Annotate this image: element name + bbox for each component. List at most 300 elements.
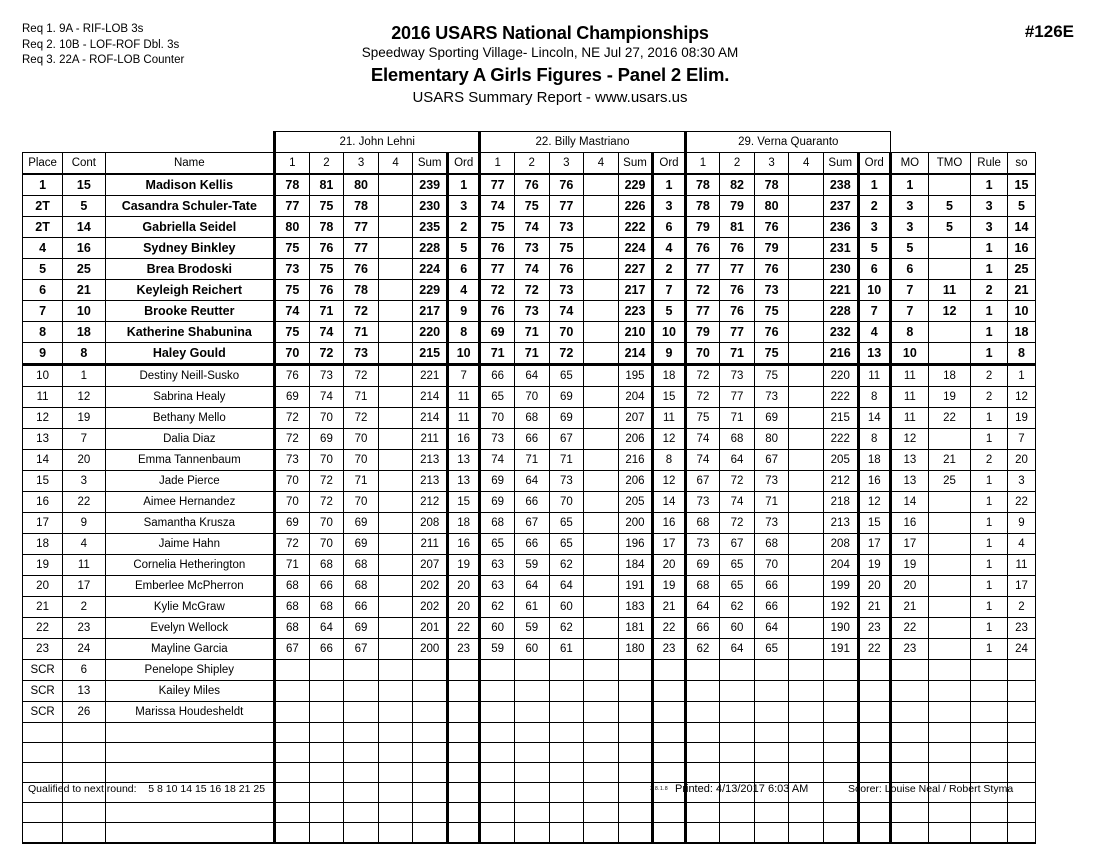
cell-contestant-number: 17 [63, 576, 105, 597]
cell-skater-name: Keyleigh Reichert [105, 280, 275, 301]
cell-contestant-number: 22 [63, 492, 105, 513]
cell-panel1-ord [447, 723, 479, 743]
cell-panel1-judge3: 80 [344, 174, 379, 196]
cell-panel3-judge4 [789, 280, 824, 301]
cell-panel1-judge3 [344, 681, 379, 702]
cell-panel3-sum: 220 [823, 365, 858, 387]
cell-panel1-judge2: 73 [309, 365, 344, 387]
cell-panel3-ord: 13 [858, 343, 890, 365]
cell-panel2-judge2: 70 [514, 387, 549, 408]
cell-panel3-judge4 [789, 196, 824, 217]
table-row[interactable] [23, 387, 1036, 408]
cell-panel1-judge3: 67 [344, 639, 379, 660]
cell-tmo [928, 681, 970, 702]
col-header-p3-ord: Ord [858, 153, 890, 175]
cell-panel3-judge3: 79 [754, 238, 789, 259]
cell-panel3-judge3: 75 [754, 343, 789, 365]
cell-panel2-judge4 [584, 660, 619, 681]
cell-panel2-sum [618, 660, 653, 681]
cell-skater-name: Bethany Mello [105, 408, 275, 429]
cell-panel1-judge2: 72 [309, 492, 344, 513]
table-row[interactable] [23, 823, 1036, 843]
cell-so [1008, 702, 1036, 723]
cell-panel2-sum: 195 [618, 365, 653, 387]
cell-panel2-judge2 [514, 743, 549, 763]
cell-panel3-judge1: 78 [685, 196, 720, 217]
cell-panel3-ord: 14 [858, 408, 890, 429]
cell-panel3-judge4 [789, 450, 824, 471]
cell-mo: 7 [890, 301, 928, 322]
cell-panel3-judge1: 66 [685, 618, 720, 639]
cell-panel3-sum [823, 702, 858, 723]
cell-panel1-judge3: 68 [344, 576, 379, 597]
cell-panel1-sum [413, 702, 448, 723]
table-row[interactable] [23, 763, 1036, 783]
cell-contestant-number: 16 [63, 238, 105, 259]
cell-panel1-judge4 [378, 723, 413, 743]
requirement-item: Req 3. 22A - ROF-LOB Counter [22, 54, 185, 66]
cell-panel3-sum: 190 [823, 618, 858, 639]
table-row[interactable] [23, 576, 1036, 597]
cell-panel2-judge1: 69 [480, 471, 515, 492]
cell-panel1-judge2: 75 [309, 259, 344, 280]
cell-skater-name: Gabriella Seidel [105, 217, 275, 238]
cell-panel3-ord: 4 [858, 322, 890, 343]
cell-contestant-number: 4 [63, 534, 105, 555]
table-row[interactable] [23, 702, 1036, 723]
table-row[interactable] [23, 174, 1036, 196]
cell-panel2-sum: 181 [618, 618, 653, 639]
cell-panel1-judge4 [378, 408, 413, 429]
cell-panel3-sum [823, 763, 858, 783]
table-row[interactable] [23, 681, 1036, 702]
scorer-credit: Scorer: Louise Neal / Robert Styma [848, 783, 1014, 795]
cell-panel1-judge2: 66 [309, 639, 344, 660]
table-row[interactable] [23, 259, 1036, 280]
cell-rule: 1 [971, 343, 1008, 365]
cell-tmo [928, 823, 970, 843]
cell-panel1-judge1 [275, 702, 310, 723]
cell-panel1-judge1: 69 [275, 513, 310, 534]
cell-panel2-judge1: 77 [480, 259, 515, 280]
cell-panel3-sum: 204 [823, 555, 858, 576]
cell-panel2-judge1: 63 [480, 555, 515, 576]
cell-panel1-judge3: 77 [344, 238, 379, 259]
cell-panel1-judge3: 70 [344, 492, 379, 513]
cell-panel2-judge1 [480, 763, 515, 783]
cell-panel2-judge4 [584, 408, 619, 429]
cell-so: 23 [1008, 618, 1036, 639]
cell-panel2-judge4 [584, 387, 619, 408]
cell-contestant-number: 19 [63, 408, 105, 429]
cell-panel1-sum: 202 [413, 597, 448, 618]
cell-panel2-judge1: 71 [480, 343, 515, 365]
cell-panel2-judge3: 73 [549, 280, 584, 301]
cell-panel2-judge3: 65 [549, 365, 584, 387]
cell-panel2-judge4 [584, 555, 619, 576]
cell-mo: 17 [890, 534, 928, 555]
cell-panel1-judge1: 76 [275, 365, 310, 387]
cell-panel3-judge1: 77 [685, 259, 720, 280]
cell-panel3-judge1: 70 [685, 343, 720, 365]
cell-contestant-number: 24 [63, 639, 105, 660]
cell-tmo: 11 [928, 280, 970, 301]
cell-panel3-ord [858, 743, 890, 763]
cell-skater-name: Sabrina Healy [105, 387, 275, 408]
cell-panel1-judge2: 68 [309, 597, 344, 618]
cell-panel3-judge3: 73 [754, 471, 789, 492]
cell-panel3-judge4 [789, 429, 824, 450]
cell-panel2-sum [618, 702, 653, 723]
cell-panel1-sum: 214 [413, 408, 448, 429]
cell-panel2-judge1: 75 [480, 217, 515, 238]
report-subtitle: USARS Summary Report - www.usars.us [412, 89, 688, 106]
col-header-p1-j4: 4 [378, 153, 413, 175]
cell-panel3-judge4 [789, 763, 824, 783]
cell-mo: 21 [890, 597, 928, 618]
cell-panel3-ord: 20 [858, 576, 890, 597]
cell-panel1-judge4 [378, 343, 413, 365]
cell-panel1-judge3: 70 [344, 450, 379, 471]
cell-panel1-sum [413, 660, 448, 681]
cell-panel1-judge1: 70 [275, 343, 310, 365]
cell-so: 25 [1008, 259, 1036, 280]
cell-panel2-judge4 [584, 301, 619, 322]
cell-panel3-ord: 2 [858, 196, 890, 217]
cell-panel2-ord [653, 681, 685, 702]
cell-skater-name: Evelyn Wellock [105, 618, 275, 639]
cell-panel3-sum: 205 [823, 450, 858, 471]
col-header-p3-sum: Sum [823, 153, 858, 175]
cell-panel3-judge4 [789, 301, 824, 322]
cell-panel3-judge1: 68 [685, 513, 720, 534]
cell-panel1-judge1 [275, 743, 310, 763]
cell-contestant-number [63, 823, 105, 843]
cell-so [1008, 681, 1036, 702]
cell-panel1-judge2 [309, 681, 344, 702]
table-row[interactable] [23, 217, 1036, 238]
table-row[interactable] [23, 492, 1036, 513]
table-row[interactable] [23, 450, 1036, 471]
cell-mo: 6 [890, 259, 928, 280]
cell-mo [890, 763, 928, 783]
cell-panel1-judge2: 74 [309, 387, 344, 408]
cell-panel1-judge4 [378, 660, 413, 681]
cell-panel2-sum [618, 823, 653, 843]
cell-rule: 1 [971, 322, 1008, 343]
requirement-item: Req 1. 9A - RIF-LOB 3s [22, 23, 144, 35]
cell-panel3-judge2: 79 [720, 196, 755, 217]
cell-rule: 2 [971, 280, 1008, 301]
cell-panel3-sum: 237 [823, 196, 858, 217]
table-row[interactable] [23, 660, 1036, 681]
cell-panel1-judge3 [344, 743, 379, 763]
cell-panel1-judge1: 70 [275, 492, 310, 513]
cell-panel3-ord: 23 [858, 618, 890, 639]
cell-tmo [928, 238, 970, 259]
cell-panel3-judge4 [789, 576, 824, 597]
cell-panel2-judge4 [584, 343, 619, 365]
cell-panel2-judge3: 73 [549, 217, 584, 238]
cell-panel1-judge1: 72 [275, 408, 310, 429]
results-rows [23, 174, 1036, 843]
report-footer [0, 783, 1100, 807]
cell-panel2-judge4 [584, 238, 619, 259]
cell-panel2-sum: 229 [618, 174, 653, 196]
cell-so: 4 [1008, 534, 1036, 555]
cell-panel1-sum: 239 [413, 174, 448, 196]
results-table [22, 131, 1036, 844]
cell-tmo: 5 [928, 217, 970, 238]
table-row[interactable] [23, 618, 1036, 639]
cell-panel3-judge3: 73 [754, 513, 789, 534]
table-row[interactable] [23, 723, 1036, 743]
cell-panel1-judge2: 64 [309, 618, 344, 639]
cell-panel2-judge2 [514, 823, 549, 843]
cell-panel2-ord [653, 660, 685, 681]
cell-panel3-judge2: 76 [720, 301, 755, 322]
cell-panel2-judge1: 69 [480, 492, 515, 513]
requirement-item: Req 2. 10B - LOF-ROF Dbl. 3s [22, 38, 180, 51]
cell-panel1-judge1: 73 [275, 450, 310, 471]
cell-panel3-sum [823, 743, 858, 763]
cell-panel2-judge1 [480, 823, 515, 843]
cell-panel3-judge4 [789, 259, 824, 280]
cell-panel2-ord: 17 [653, 534, 685, 555]
cell-panel3-judge1: 72 [685, 280, 720, 301]
cell-tmo: 25 [928, 471, 970, 492]
cell-panel2-judge3: 62 [549, 618, 584, 639]
cell-panel2-ord: 10 [653, 322, 685, 343]
cell-panel3-ord: 19 [858, 555, 890, 576]
cell-panel2-judge4 [584, 365, 619, 387]
cell-panel1-judge4 [378, 196, 413, 217]
cell-panel2-judge4 [584, 471, 619, 492]
col-header-place: Place [23, 153, 63, 175]
cell-panel2-judge2: 66 [514, 492, 549, 513]
cell-panel1-judge3: 71 [344, 471, 379, 492]
cell-panel3-judge3 [754, 723, 789, 743]
cell-panel1-ord: 6 [447, 259, 479, 280]
cell-panel2-judge3 [549, 723, 584, 743]
cell-panel2-judge3: 69 [549, 408, 584, 429]
table-row[interactable] [23, 743, 1036, 763]
championship-title: 2016 USARS National Championships [391, 23, 709, 43]
cell-place [23, 763, 63, 783]
cell-panel3-judge3 [754, 763, 789, 783]
cell-panel3-judge4 [789, 618, 824, 639]
cell-so: 2 [1008, 597, 1036, 618]
table-row[interactable] [23, 238, 1036, 259]
cell-panel3-judge3: 80 [754, 196, 789, 217]
cell-panel1-judge2: 74 [309, 322, 344, 343]
cell-panel1-sum [413, 723, 448, 743]
cell-panel3-judge2: 60 [720, 618, 755, 639]
cell-mo [890, 681, 928, 702]
cell-place: 20 [23, 576, 63, 597]
col-header-p2-j4: 4 [584, 153, 619, 175]
cell-rule: 1 [971, 259, 1008, 280]
cell-so [1008, 823, 1036, 843]
cell-panel2-judge2: 71 [514, 322, 549, 343]
cell-panel1-ord: 15 [447, 492, 479, 513]
cell-panel3-judge3: 76 [754, 217, 789, 238]
cell-panel2-ord: 22 [653, 618, 685, 639]
cell-contestant-number: 23 [63, 618, 105, 639]
cell-place: 11 [23, 387, 63, 408]
cell-panel1-judge4 [378, 597, 413, 618]
table-row[interactable] [23, 513, 1036, 534]
col-header-name: Name [105, 153, 275, 175]
cell-so: 20 [1008, 450, 1036, 471]
cell-place [23, 823, 63, 843]
cell-panel1-sum: 229 [413, 280, 448, 301]
cell-skater-name [105, 723, 275, 743]
cell-panel2-judge3: 73 [549, 471, 584, 492]
cell-panel2-ord: 19 [653, 576, 685, 597]
table-row[interactable] [23, 365, 1036, 387]
cell-mo: 11 [890, 408, 928, 429]
cell-panel3-judge2: 77 [720, 322, 755, 343]
col-header-p3-j3: 3 [754, 153, 789, 175]
cell-rule: 1 [971, 618, 1008, 639]
cell-tmo [928, 702, 970, 723]
cell-mo: 1 [890, 174, 928, 196]
cell-panel1-judge2 [309, 743, 344, 763]
table-row[interactable] [23, 429, 1036, 450]
cell-rule: 2 [971, 450, 1008, 471]
cell-skater-name: Jade Pierce [105, 471, 275, 492]
cell-panel2-ord: 15 [653, 387, 685, 408]
col-header-rule: Rule [971, 153, 1008, 175]
cell-panel2-sum [618, 763, 653, 783]
table-row[interactable] [23, 408, 1036, 429]
table-row[interactable] [23, 471, 1036, 492]
cell-panel3-judge3: 71 [754, 492, 789, 513]
cell-panel3-judge3: 75 [754, 365, 789, 387]
table-row[interactable] [23, 343, 1036, 365]
cell-rule [971, 681, 1008, 702]
cell-panel1-judge2: 69 [309, 429, 344, 450]
cell-place: 23 [23, 639, 63, 660]
cell-panel2-sum: 191 [618, 576, 653, 597]
table-row[interactable] [23, 555, 1036, 576]
cell-panel3-judge4 [789, 174, 824, 196]
cell-contestant-number [63, 763, 105, 783]
cell-panel1-judge1: 80 [275, 217, 310, 238]
cell-panel2-sum: 207 [618, 408, 653, 429]
col-header-cont: Cont [63, 153, 105, 175]
cell-mo: 13 [890, 471, 928, 492]
cell-panel3-ord: 10 [858, 280, 890, 301]
cell-panel1-judge2: 70 [309, 513, 344, 534]
cell-so: 9 [1008, 513, 1036, 534]
cell-panel1-judge4 [378, 217, 413, 238]
cell-so [1008, 660, 1036, 681]
cell-panel3-judge4 [789, 597, 824, 618]
cell-rule: 1 [971, 174, 1008, 196]
cell-skater-name [105, 823, 275, 843]
cell-panel2-sum [618, 681, 653, 702]
cell-rule: 1 [971, 429, 1008, 450]
cell-panel1-judge3: 72 [344, 408, 379, 429]
table-row[interactable] [23, 639, 1036, 660]
cell-place: 21 [23, 597, 63, 618]
col-header-p2-j1: 1 [480, 153, 515, 175]
cell-panel1-judge1: 71 [275, 555, 310, 576]
cell-panel3-ord: 11 [858, 365, 890, 387]
cell-contestant-number [63, 723, 105, 743]
cell-tmo [928, 597, 970, 618]
col-header-tmo: TMO [928, 153, 970, 175]
cell-panel2-sum: 210 [618, 322, 653, 343]
cell-panel3-ord: 8 [858, 429, 890, 450]
cell-panel2-judge4 [584, 429, 619, 450]
cell-panel1-ord: 13 [447, 471, 479, 492]
cell-panel2-sum: 227 [618, 259, 653, 280]
cell-contestant-number: 15 [63, 174, 105, 196]
cell-place [23, 723, 63, 743]
cell-contestant-number: 20 [63, 450, 105, 471]
table-row[interactable] [23, 534, 1036, 555]
cell-panel3-sum: 228 [823, 301, 858, 322]
cell-contestant-number: 1 [63, 365, 105, 387]
table-row[interactable] [23, 597, 1036, 618]
table-row[interactable] [23, 301, 1036, 322]
cell-panel3-sum [823, 660, 858, 681]
cell-panel3-judge3: 80 [754, 429, 789, 450]
cell-panel2-ord: 16 [653, 513, 685, 534]
cell-tmo: 18 [928, 365, 970, 387]
cell-so: 19 [1008, 408, 1036, 429]
cell-so: 17 [1008, 576, 1036, 597]
cell-panel2-judge1: 63 [480, 576, 515, 597]
cell-panel2-judge1: 74 [480, 196, 515, 217]
cell-panel1-sum: 230 [413, 196, 448, 217]
cell-skater-name: Dalia Diaz [105, 429, 275, 450]
cell-panel2-judge2: 76 [514, 174, 549, 196]
cell-skater-name: Sydney Binkley [105, 238, 275, 259]
cell-panel1-sum: 212 [413, 492, 448, 513]
panel-header-spacer [23, 132, 275, 153]
cell-panel1-judge4 [378, 365, 413, 387]
cell-panel3-judge2: 65 [720, 555, 755, 576]
cell-panel1-judge1: 75 [275, 238, 310, 259]
table-row[interactable] [23, 196, 1036, 217]
table-row[interactable] [23, 280, 1036, 301]
cell-panel1-judge3: 69 [344, 513, 379, 534]
cell-tmo: 21 [928, 450, 970, 471]
cell-rule [971, 660, 1008, 681]
cell-panel3-judge1: 64 [685, 597, 720, 618]
cell-panel2-judge1 [480, 702, 515, 723]
cell-place: SCR [23, 660, 63, 681]
cell-panel2-sum: 224 [618, 238, 653, 259]
cell-place: 13 [23, 429, 63, 450]
cell-panel1-judge3 [344, 702, 379, 723]
cell-rule: 1 [971, 534, 1008, 555]
cell-panel2-judge1: 65 [480, 387, 515, 408]
cell-panel3-judge4 [789, 702, 824, 723]
cell-panel3-judge3: 69 [754, 408, 789, 429]
cell-panel1-judge2 [309, 823, 344, 843]
cell-panel2-judge2 [514, 723, 549, 743]
cell-panel1-sum: 224 [413, 259, 448, 280]
cell-panel2-sum: 196 [618, 534, 653, 555]
cell-tmo [928, 763, 970, 783]
table-row[interactable] [23, 322, 1036, 343]
cell-panel3-judge3: 73 [754, 280, 789, 301]
